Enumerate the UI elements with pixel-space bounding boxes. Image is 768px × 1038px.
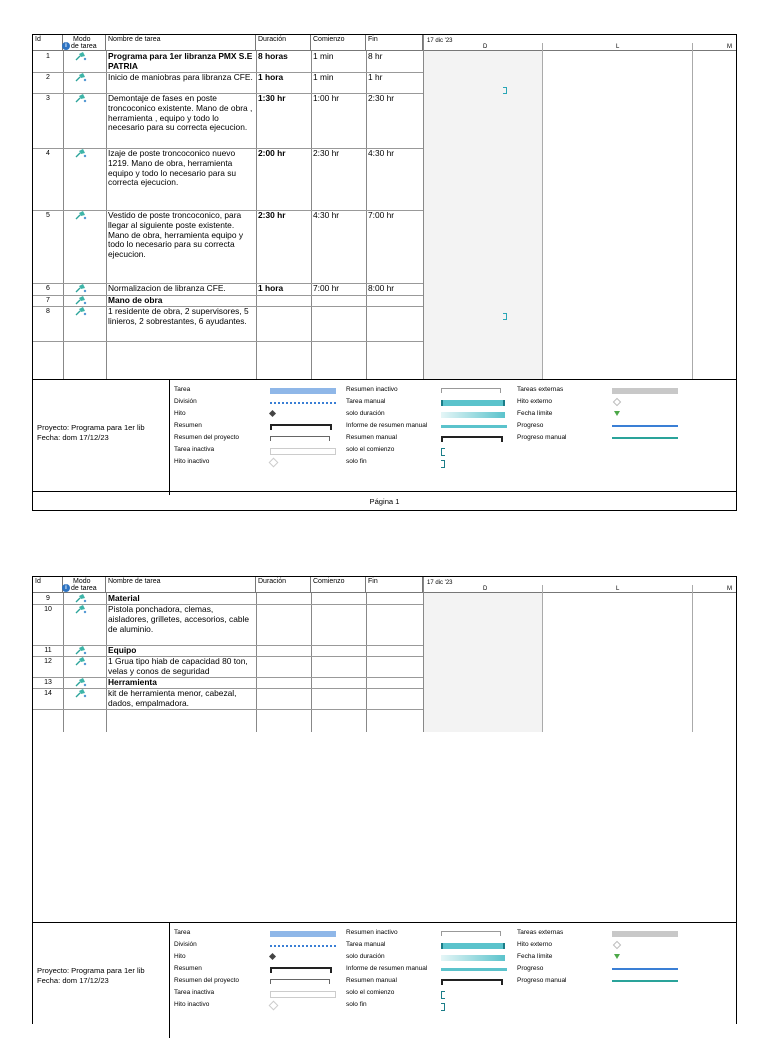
legend-item: [346, 929, 511, 939]
timescale-date: 17 dic '23: [427, 580, 453, 586]
legend-item: [517, 965, 682, 975]
col-mode-label-1: Modo: [73, 578, 91, 585]
manual-task-pin-icon: [75, 307, 87, 316]
legend-label: División: [174, 941, 197, 948]
legend-label: Hito: [174, 410, 186, 417]
table-row[interactable]: [33, 688, 423, 710]
task-end: 1 hr: [368, 72, 383, 82]
task-end: [366, 645, 423, 656]
legend-label: Tarea manual: [346, 398, 386, 405]
task-mode-cell: [63, 604, 106, 645]
legend-item: [174, 398, 340, 408]
task-name: 1 Grua tipo hiab de capacidad 80 ton, velas y conos de seguridad: [108, 656, 248, 676]
legend-item: [174, 386, 340, 396]
task-end: [366, 604, 423, 645]
legend-item: [517, 977, 682, 987]
task-mode-cell: [63, 677, 106, 688]
info-icon: i: [62, 42, 70, 50]
legend-item: [174, 446, 340, 456]
task-end: 8 hr: [368, 51, 383, 61]
task-start: [311, 688, 366, 709]
task-duration: 1 hora: [258, 283, 284, 293]
task-start: 1 min: [313, 51, 334, 61]
legend-item: [174, 1001, 340, 1011]
legend-item: [346, 410, 511, 420]
legend-item: [346, 977, 511, 987]
timescale-day-d: D: [483, 586, 488, 592]
task-mode-cell: [63, 306, 106, 341]
task-duration: 2:00 hr: [258, 148, 286, 158]
task-id: 1: [46, 53, 50, 60]
legend-label: solo duración: [346, 410, 385, 417]
task-id: 4: [46, 150, 50, 157]
timescale-day-l: L: [616, 586, 620, 592]
task-end: [366, 593, 423, 604]
task-name: Demontaje de fases en poste troncoconico existente. Mano de obra , herramienta , equipo y todo lo necesario para su correcta ejecucion.: [108, 93, 253, 133]
legend-item: [346, 434, 511, 444]
legend-item: [346, 458, 511, 468]
gantt-page-2: [32, 576, 737, 1024]
task-id: 3: [46, 95, 50, 102]
task-start: [311, 604, 366, 645]
legend-label: Tarea inactiva: [174, 989, 215, 996]
task-duration: 2:30 hr: [258, 210, 286, 220]
task-duration: [256, 295, 311, 306]
legend-label: Progreso: [517, 422, 544, 429]
legend-label: Resumen: [174, 422, 202, 429]
task-name: Izaje de poste troncoconico nuevo 1219. Mano de obra, herramienta equipo y todo lo necesario para su correcta ejecucion.: [108, 148, 237, 188]
table-row[interactable]: [33, 51, 423, 73]
task-end: [366, 656, 423, 677]
legend-item: [517, 410, 682, 420]
nonworking-shade: [423, 51, 542, 379]
legend-item: [174, 965, 340, 975]
legend-label: Informe de resumen manual: [346, 965, 428, 972]
legend-item: [346, 446, 511, 456]
task-mode-cell: [63, 72, 106, 93]
legend-item: [346, 398, 511, 408]
manual-task-pin-icon: [75, 284, 87, 293]
manual-task-pin-icon: [75, 52, 87, 61]
page-footer: Página 1: [33, 491, 736, 512]
task-mode-cell: [63, 295, 106, 306]
legend-item: [346, 422, 511, 432]
project-name: Proyecto: Programa para 1er lib: [37, 423, 145, 432]
task-id: 10: [44, 606, 52, 613]
task-start: 1 min: [313, 72, 334, 82]
legend-item: [517, 941, 682, 951]
task-name: Programa para 1er libranza PMX S.E PATRIA: [108, 51, 253, 71]
legend-item: [517, 422, 682, 432]
manual-task-pin-icon: [75, 211, 87, 220]
task-end: 8:00 hr: [368, 283, 395, 293]
task-start: [311, 295, 366, 306]
legend-label: Hito externo: [517, 941, 553, 948]
task-mode-cell: [63, 93, 106, 148]
task-end: [366, 295, 423, 306]
task-duration: 8 horas: [258, 51, 288, 61]
table-row[interactable]: [33, 656, 423, 678]
task-start: [311, 306, 366, 341]
task-mode-cell: [63, 593, 106, 604]
col-start-header: Comienzo: [311, 35, 366, 51]
timescale-day-d: D: [483, 44, 488, 50]
task-name: Vestido de poste troncoconico, para llegar al siguiente poste existente. Mano de obra, herramienta equipo y todo lo necesario para su correcta ejecucion.: [108, 210, 244, 260]
legend-label: Resumen del proyecto: [174, 434, 240, 441]
task-end: 2:30 hr: [368, 93, 395, 103]
task-mode-cell: [63, 656, 106, 677]
project-date: Fecha: dom 17/12/23: [37, 975, 109, 985]
legend-label: Resumen del proyecto: [174, 977, 240, 984]
legend-label: solo fin: [346, 458, 367, 465]
legend-item: [517, 953, 682, 963]
legend-label: Fecha límite: [517, 953, 553, 960]
legend-item: [346, 386, 511, 396]
col-name-header: Nombre de tarea: [106, 577, 256, 593]
task-start: 4:30 hr: [313, 210, 340, 220]
legend-item: [346, 989, 511, 999]
col-name-header: Nombre de tarea: [106, 35, 256, 51]
task-mode-cell: [63, 645, 106, 656]
legend-item: [174, 929, 340, 939]
task-mode-cell: [63, 210, 106, 283]
legend-label: Tareas externas: [517, 386, 564, 393]
legend-item: [517, 386, 682, 396]
task-end: 4:30 hr: [368, 148, 395, 158]
task-id: 11: [44, 647, 52, 654]
legend-label: Tarea manual: [346, 941, 386, 948]
legend-label: Tarea: [174, 386, 191, 393]
task-start: [311, 645, 366, 656]
task-id: 9: [46, 595, 50, 602]
manual-task-pin-icon: [75, 296, 87, 305]
legend-item: [174, 953, 340, 963]
legend-item: [346, 941, 511, 951]
task-duration: 1:30 hr: [258, 93, 286, 103]
task-mode-cell: [63, 688, 106, 709]
table-row[interactable]: [33, 604, 423, 646]
legend-item: [174, 434, 340, 444]
legend-label: Tarea: [174, 929, 191, 936]
task-start: 7:00 hr: [313, 283, 340, 293]
legend-label: Resumen: [174, 965, 202, 972]
task-mode-cell: [63, 51, 106, 72]
manual-task-pin-icon: [75, 594, 87, 603]
legend-label: solo el comienzo: [346, 989, 395, 996]
task-name: Normalizacion de libranza CFE.: [108, 283, 226, 293]
manual-task-pin-icon: [75, 657, 87, 666]
manual-task-pin-icon: [75, 149, 87, 158]
legend-label: Hito externo: [517, 398, 553, 405]
task-name: Mano de obra: [108, 295, 163, 305]
legend-label: solo duración: [346, 953, 385, 960]
legend-label: Resumen manual: [346, 977, 397, 984]
col-start-header: Comienzo: [311, 577, 366, 593]
col-id-header: Id: [33, 577, 63, 593]
table-row[interactable]: [33, 72, 423, 94]
task-name: Inicio de maniobras para libranza CFE.: [108, 72, 253, 82]
manual-task-bar: [503, 87, 507, 94]
legend-label: Fecha límite: [517, 410, 553, 417]
task-id: 12: [44, 658, 52, 665]
task-id: 5: [46, 212, 50, 219]
manual-task-pin-icon: [75, 94, 87, 103]
col-duration-header: Duración: [256, 577, 311, 593]
task-end: [366, 677, 423, 688]
legend-label: Hito: [174, 953, 186, 960]
timescale-day-l: L: [616, 44, 620, 50]
info-icon: i: [62, 584, 70, 592]
task-mode-cell: [63, 283, 106, 295]
table-row[interactable]: [33, 148, 423, 211]
nonworking-shade: [423, 593, 542, 732]
task-start: [311, 656, 366, 677]
legend-label: solo fin: [346, 1001, 367, 1008]
table-row[interactable]: [33, 210, 423, 284]
task-duration: 1 hora: [258, 72, 284, 82]
timescale-day-m: M: [727, 586, 732, 592]
legend-item: [174, 977, 340, 987]
task-id: 8: [46, 308, 50, 315]
legend-item: [346, 1001, 511, 1011]
table-row[interactable]: [33, 306, 423, 342]
legend-label: Resumen inactivo: [346, 929, 398, 936]
task-id: 2: [46, 74, 50, 81]
col-id-header: Id: [33, 35, 63, 51]
legend-label: Informe de resumen manual: [346, 422, 428, 429]
task-end: [366, 688, 423, 709]
task-duration: [256, 306, 311, 341]
legend-item: [517, 434, 682, 444]
col-duration-header: Duración: [256, 35, 311, 51]
task-start: [311, 677, 366, 688]
task-duration: [256, 645, 311, 656]
table-row[interactable]: [33, 93, 423, 149]
legend-label: Hito inactivo: [174, 458, 210, 465]
task-name: kit de herramienta menor, cabezal, dados, empalmadora.: [108, 688, 237, 708]
legend-item: [174, 941, 340, 951]
task-id: 14: [44, 690, 52, 697]
project-info: [37, 966, 162, 985]
task-id: 7: [46, 297, 50, 304]
legend-label: Resumen manual: [346, 434, 397, 441]
legend-label: Hito inactivo: [174, 1001, 210, 1008]
legend-item: [517, 398, 682, 408]
legend-item: [174, 458, 340, 468]
legend-label: Tarea inactiva: [174, 446, 215, 453]
legend-label: Tareas externas: [517, 929, 564, 936]
task-duration: [256, 604, 311, 645]
task-name: Pistola ponchadora, clemas, aisladores, grilletes, accesorios, cable de aluminio.: [108, 604, 250, 634]
task-start: 1:00 hr: [313, 93, 340, 103]
manual-task-pin-icon: [75, 678, 87, 687]
table-header: [33, 35, 736, 51]
legend-item: [174, 410, 340, 420]
task-duration: [256, 677, 311, 688]
task-mode-cell: [63, 148, 106, 210]
col-mode-label-2: de tarea: [71, 43, 97, 50]
task-duration: [256, 593, 311, 604]
project-date: Fecha: dom 17/12/23: [37, 432, 109, 442]
task-name: Herramienta: [108, 677, 157, 687]
task-name: Material: [108, 593, 140, 603]
task-end: [366, 306, 423, 341]
legend-item: [517, 929, 682, 939]
task-start: [311, 593, 366, 604]
task-id: 6: [46, 285, 50, 292]
task-end: 7:00 hr: [368, 210, 395, 220]
legend-label: Progreso: [517, 965, 544, 972]
manual-task-pin-icon: [75, 605, 87, 614]
task-id: 13: [44, 679, 52, 686]
legend-label: División: [174, 398, 197, 405]
task-name: Equipo: [108, 645, 137, 655]
table-header: [33, 577, 736, 593]
legend-label: Progreso manual: [517, 434, 567, 441]
col-end-header: Fin: [366, 577, 423, 593]
col-mode-label-1: Modo: [73, 36, 91, 43]
col-mode-label-2: de tarea: [71, 585, 97, 592]
timescale-day-m: M: [727, 44, 732, 50]
legend-label: solo el comienzo: [346, 446, 395, 453]
legend-item: [346, 953, 511, 963]
task-name: 1 residente de obra, 2 supervisores, 5 linieros, 2 sobrestantes, 6 ayudantes.: [108, 306, 249, 326]
manual-task-pin-icon: [75, 689, 87, 698]
task-duration: [256, 688, 311, 709]
legend-item: [174, 422, 340, 432]
legend: [33, 922, 736, 1038]
task-duration: [256, 656, 311, 677]
legend: [33, 379, 736, 495]
manual-task-pin-icon: [75, 646, 87, 655]
legend-label: Resumen inactivo: [346, 386, 398, 393]
project-name: Proyecto: Programa para 1er lib: [37, 966, 145, 975]
project-info: [37, 423, 162, 442]
timescale-date: 17 dic '23: [427, 38, 453, 44]
gantt-page-1: [32, 34, 737, 511]
task-start: 2:30 hr: [313, 148, 340, 158]
legend-item: [346, 965, 511, 975]
col-end-header: Fin: [366, 35, 423, 51]
manual-task-pin-icon: [75, 73, 87, 82]
manual-task-bar: [503, 313, 507, 320]
legend-label: Progreso manual: [517, 977, 567, 984]
legend-item: [174, 989, 340, 999]
